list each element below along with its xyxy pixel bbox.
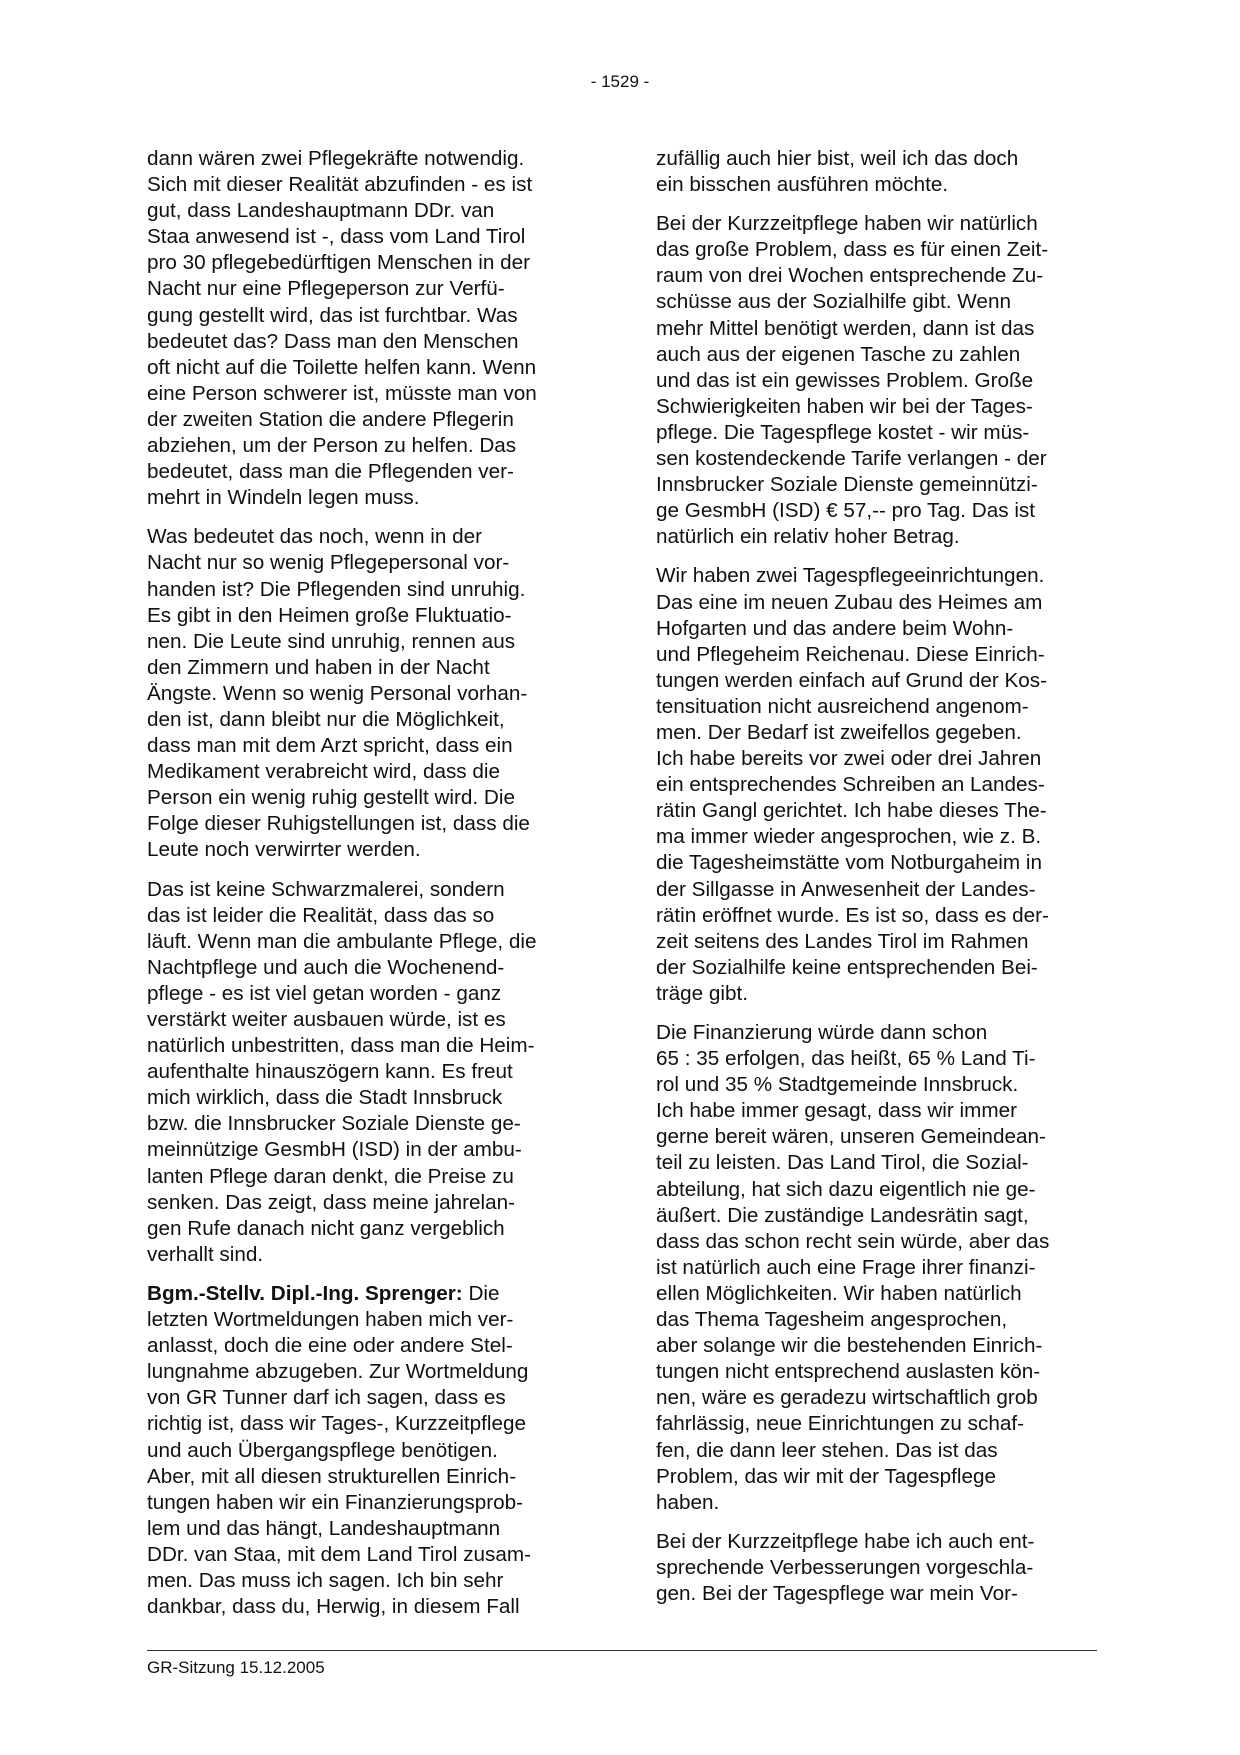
text-line-rest: Die: [462, 1281, 500, 1305]
text-line: anlasst, doch die eine oder andere Stel-: [147, 1334, 513, 1358]
text-line: men. Der Bedarf ist zweifellos gegeben.: [656, 720, 1022, 744]
text-line: Person ein wenig ruhig gestellt wird. Die: [147, 786, 515, 810]
text-line: schüsse aus der Sozialhilfe gibt. Wenn: [656, 290, 1011, 314]
text-line: Es gibt in den Heimen große Fluktuatio-: [147, 603, 512, 627]
text-line: ein bisschen ausführen möchte.: [656, 173, 949, 197]
text-line: tungen haben wir ein Finanzierungsprob-: [147, 1490, 524, 1514]
text-line: lanten Pflege daran denkt, die Preise zu: [147, 1164, 514, 1188]
paragraph: [656, 1529, 1106, 1607]
text-line: meinnützige GesmbH (ISD) in der ambu-: [147, 1138, 522, 1162]
text-line: mich wirklich, dass die Stadt Innsbruck: [147, 1086, 503, 1110]
text-line: dann wären zwei Pflegekräfte notwendig.: [147, 147, 525, 170]
text-line: senken. Das zeigt, dass meine jahrelan-: [147, 1190, 515, 1214]
footer-session-date: GR-Sitzung 15.12.2005: [147, 1658, 325, 1677]
text-line: haben.: [656, 1490, 720, 1514]
right-column: [656, 146, 1106, 1620]
text-line: Hofgarten und das andere beim Wohn-: [656, 616, 1014, 640]
text-line: Bei der Kurzzeitpflege haben wir natürlich: [656, 212, 1038, 236]
text-line: Nacht nur eine Pflegeperson zur Verfü-: [147, 277, 505, 301]
text-line: pro 30 pflegebedürftigen Menschen in der: [147, 251, 530, 275]
paragraph: [147, 877, 597, 1268]
text-line: zufällig auch hier bist, weil ich das doch: [656, 147, 1019, 170]
text-line: verstärkt weiter ausbauen würde, ist es: [147, 1008, 506, 1031]
text-line: Bei der Kurzzeitpflege habe ich auch ent-: [656, 1529, 1035, 1553]
text-line: Wir haben zwei Tagespflegeeinrichtungen.: [656, 564, 1045, 588]
text-line: verhallt sind.: [147, 1242, 264, 1266]
text-line: eine Person schwerer ist, müsste man von: [147, 381, 537, 405]
text-line: Das eine im neuen Zubau des Heimes am: [656, 590, 1043, 614]
text-line: das große Problem, dass es für einen Zeit-: [656, 238, 1049, 262]
text-line: natürlich unbestritten, dass man die Heim-: [147, 1034, 535, 1058]
text-line: sprechende Verbesserungen vorgeschla-: [656, 1555, 1034, 1579]
footer-divider: [147, 1650, 1097, 1651]
text-line: Sich mit dieser Realität abzufinden - es ist: [147, 173, 533, 197]
text-line: DDr. van Staa, mit dem Land Tirol zusam-: [147, 1542, 532, 1566]
paragraph: [147, 524, 597, 863]
text-line: von GR Tunner darf ich sagen, dass es: [147, 1386, 506, 1410]
text-line: ellen Möglichkeiten. Wir haben natürlich: [656, 1281, 1022, 1305]
text-line: Ich habe bereits vor zwei oder drei Jahren: [656, 747, 1042, 771]
text-line: das Thema Tagesheim angesprochen,: [656, 1308, 1008, 1332]
text-line: tungen nicht entsprechend auslasten kön-: [656, 1360, 1041, 1384]
text-line: bzw. die Innsbrucker Soziale Dienste ge-: [147, 1112, 521, 1136]
text-line: äußert. Die zuständige Landesrätin sagt,: [656, 1203, 1029, 1227]
text-line: Schwierigkeiten haben wir bei der Tages-: [656, 394, 1033, 418]
text-line: auch aus der eigenen Tasche zu zahlen: [656, 342, 1021, 366]
text-line: träge gibt.: [656, 981, 749, 1005]
text-line: gen. Bei der Tagespflege war mein Vor-: [656, 1581, 1018, 1605]
text-line: fahrlässig, neue Einrichtungen zu schaf-: [656, 1412, 1024, 1436]
paragraph: [147, 1281, 597, 1620]
paragraph: [656, 1020, 1106, 1516]
text-line: der zweiten Station die andere Pflegerin: [147, 407, 514, 431]
text-line: rätin Gangl gerichtet. Ich habe dieses The-: [656, 799, 1047, 823]
text-line: Medikament verabreicht wird, dass die: [147, 760, 500, 784]
paragraph: [656, 563, 1106, 1007]
paragraph: [147, 146, 597, 511]
text-line: Leute noch verwirrter werden.: [147, 838, 421, 862]
text-line: richtig ist, dass wir Tages-, Kurzzeitpflege: [147, 1412, 527, 1436]
text-line: tensituation nicht ausreichend angenom-: [656, 694, 1029, 718]
text-line: Folge dieser Ruhigstellungen ist, dass die: [147, 812, 530, 836]
left-column: [147, 146, 597, 1633]
text-line: Die Finanzierung würde dann schon: [656, 1021, 988, 1044]
text-line: mehr Mittel benötigt werden, dann ist das: [656, 316, 1035, 340]
text-line: dass das schon recht sein würde, aber das: [656, 1229, 1050, 1253]
text-line: nen. Die Leute sind unruhig, rennen aus: [147, 629, 516, 653]
text-line: ist natürlich auch eine Frage ihrer finanzi-: [656, 1255, 1036, 1279]
paragraph: [656, 146, 1106, 198]
text-line: men. Das muss ich sagen. Ich bin sehr: [147, 1568, 504, 1592]
text-line: ein entsprechendes Schreiben an Landes-: [656, 773, 1045, 797]
text-line: lungnahme abzugeben. Zur Wortmeldung: [147, 1360, 529, 1384]
text-line: bedeutet, dass man die Pflegenden ver-: [147, 460, 514, 484]
text-line: aber solange wir die bestehenden Einrich-: [656, 1334, 1043, 1358]
text-line: pflege - es ist viel getan worden - ganz: [147, 981, 502, 1005]
text-line: Nacht nur so wenig Pflegepersonal vor-: [147, 551, 510, 575]
text-line: gut, dass Landeshauptmann DDr. van: [147, 199, 495, 223]
text-line: ma immer wieder angesprochen, wie z. B.: [656, 825, 1042, 849]
text-line: natürlich ein relativ hoher Betrag.: [656, 525, 960, 549]
text-line: der Sozialhilfe keine entsprechenden Bei-: [656, 955, 1038, 979]
text-line: rätin eröffnet wurde. Es ist so, dass es der-: [656, 903, 1049, 927]
text-line: zeit seitens des Landes Tirol im Rahmen: [656, 929, 1029, 953]
text-line: der Sillgasse in Anwesenheit der Landes-: [656, 877, 1036, 901]
paragraph: [656, 211, 1106, 550]
text-line: handen ist? Die Pflegenden sind unruhig.: [147, 577, 526, 601]
text-line: Innsbrucker Soziale Dienste gemeinnützi-: [656, 473, 1038, 497]
text-line: dass man mit dem Arzt spricht, dass ein: [147, 734, 513, 758]
text-line: lem und das hängt, Landeshauptmann: [147, 1516, 501, 1540]
text-line: und das ist ein gewisses Problem. Große: [656, 368, 1034, 392]
text-line: gen Rufe danach nicht ganz vergeblich: [147, 1216, 505, 1240]
text-line: gerne bereit wären, unseren Gemeindean-: [656, 1125, 1046, 1149]
text-line: Problem, das wir mit der Tagespflege: [656, 1464, 996, 1488]
text-line: Ich habe immer gesagt, dass wir immer: [656, 1099, 1018, 1123]
text-line: Ängste. Wenn so wenig Personal vorhan-: [147, 681, 528, 705]
text-line: Staa anwesend ist -, dass vom Land Tirol: [147, 225, 526, 249]
text-line: fen, die dann leer stehen. Das ist das: [656, 1438, 998, 1462]
text-line: läuft. Wenn man die ambulante Pflege, die: [147, 929, 537, 953]
text-line: nen, wäre es geradezu wirtschaftlich grob: [656, 1386, 1038, 1410]
text-line: tungen werden einfach auf Grund der Kos-: [656, 668, 1048, 692]
text-line: gung gestellt wird, das ist furchtbar. Was: [147, 303, 518, 327]
text-line: pflege. Die Tagespflege kostet - wir müs-: [656, 420, 1030, 444]
text-line: abteilung, hat sich dazu eigentlich nie ge-: [656, 1177, 1036, 1201]
text-line: sen kostendeckende Tarife verlangen - der: [656, 447, 1047, 471]
text-line: Was bedeutet das noch, wenn in der: [147, 525, 483, 549]
text-line: und Pflegeheim Reichenau. Diese Einrich-: [656, 642, 1045, 666]
text-line: dankbar, dass du, Herwig, in diesem Fall: [147, 1595, 520, 1619]
text-line: abziehen, um der Person zu helfen. Das: [147, 434, 517, 458]
text-line: den ist, dann bleibt nur die Möglichkeit,: [147, 707, 505, 731]
text-line: rol und 35 % Stadtgemeinde Innsbruck.: [656, 1073, 1019, 1097]
text-line: [147, 1281, 597, 1307]
text-line: teil zu leisten. Das Land Tirol, die Sozial-: [656, 1151, 1029, 1175]
text-line: mehrt in Windeln legen muss.: [147, 486, 420, 510]
speaker-name: Bgm.-Stellv. Dipl.-Ing. Sprenger:: [147, 1281, 463, 1305]
text-line: bedeutet das? Dass man den Menschen: [147, 329, 519, 353]
text-line: Nachtpflege und auch die Wochenend-: [147, 955, 505, 979]
text-line: und auch Übergangspflege benötigen.: [147, 1438, 498, 1462]
text-line: letzten Wortmeldungen haben mich ver-: [147, 1308, 514, 1332]
text-line: Das ist keine Schwarzmalerei, sondern: [147, 877, 505, 901]
text-line: den Zimmern und haben in der Nacht: [147, 655, 490, 679]
text-line: 65 : 35 erfolgen, das heißt, 65 % Land Ti-: [656, 1047, 1036, 1071]
text-line: aufenthalte hinauszögern kann. Es freut: [147, 1060, 513, 1084]
text-line: die Tagesheimstätte vom Notburgaheim in: [656, 851, 1042, 875]
page-number: - 1529 -: [590, 72, 650, 91]
text-line: raum von drei Wochen entsprechende Zu-: [656, 264, 1044, 288]
text-line: ge GesmbH (ISD) € 57,-- pro Tag. Das ist: [656, 499, 1036, 523]
text-line: Aber, mit all diesen strukturellen Einrich-: [147, 1464, 517, 1488]
text-line: oft nicht auf die Toilette helfen kann. Wenn: [147, 355, 537, 379]
text-line: das ist leider die Realität, dass das so: [147, 903, 495, 927]
